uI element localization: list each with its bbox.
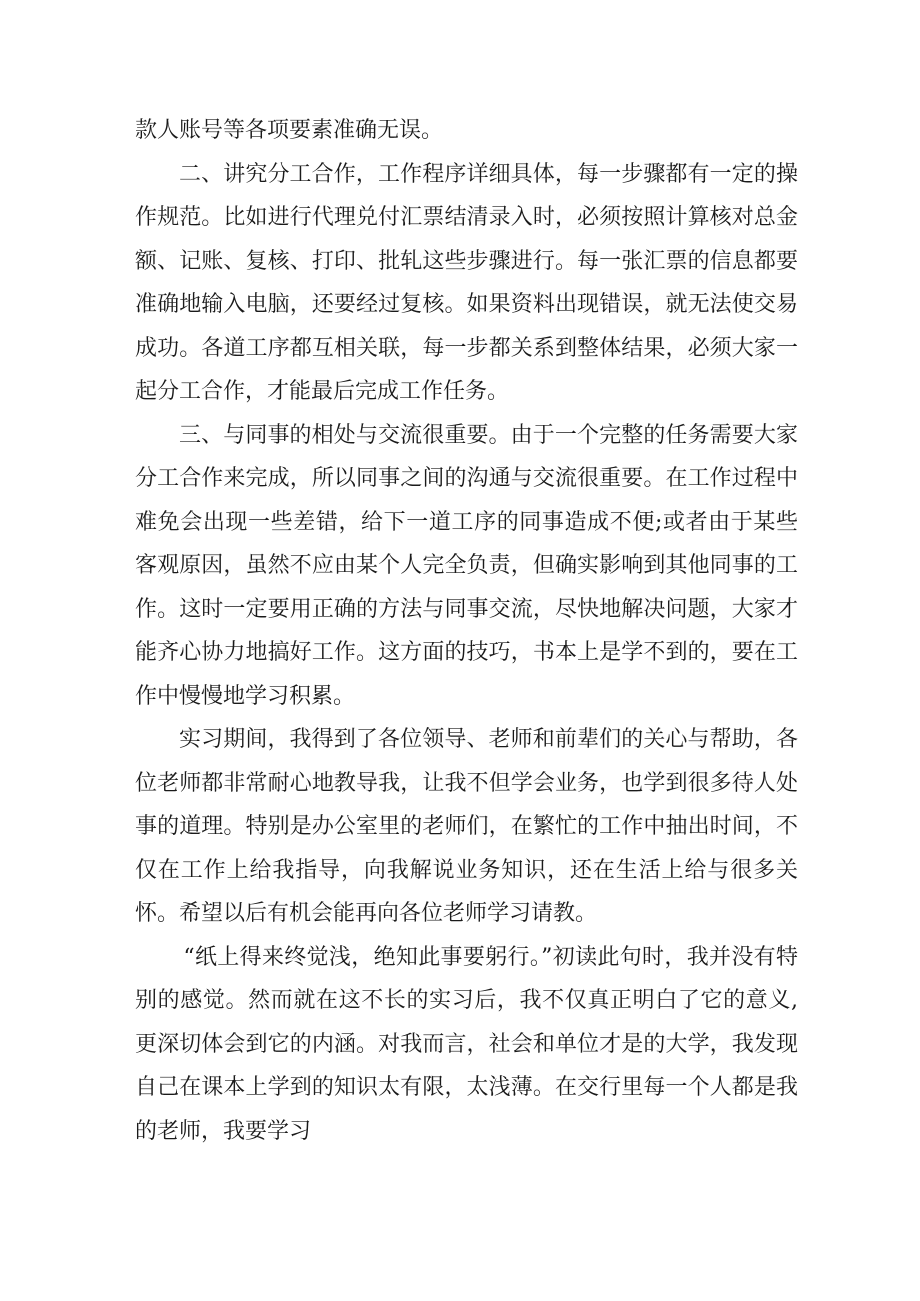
paragraph-internship-gratitude: 实习期间，我得到了各位领导、老师和前辈们的关心与帮助，各位老师都非常耐心地教导我，让我不但学会业务，也学到很多待人处事的道理。特别是办公室里的老师们，在繁忙的工作中抽出时间，不仅在工作上给我指导，向我解说业务知识，还在生活上给与很多关怀。希望以后有机会能再向各位老师学习请教。 [135, 727, 798, 926]
paragraph-quote-reflection: “纸上得来终觉浅，绝知此事要躬行。”初读此句时，我并没有特别的感觉。然而就在这不长的实习后，我不仅真正明白了它的意义,更深切体会到它的内涵。对我而言，社会和单位才是的大学，我发现自己在课本上学到的知识太有限，太浅薄。在交行里每一个人都是我的老师，我要学习 [135, 944, 798, 1144]
document-body [135, 109, 798, 1153]
paragraph-division-of-labor: 二、讲究分工合作，工作程序详细具体，每一步骤都有一定的操作规范。比如进行代理兑付汇票结清录入时，必须按照计算核对总金额、记账、复核、打印、批轧这些步骤进行。每一张汇票的信息都要准确地输入电脑，还要经过复核。如果资料出现错误，就无法使交易成功。各道工序都互相关联，每一步都关系到整体结果，必须大家一起分工合作，才能最后完成工作任务。 [135, 161, 798, 404]
paragraph-continuation: 款人账号等各项要素准确无误。 [135, 118, 444, 143]
paragraph-colleague-communication: 三、与同事的相处与交流很重要。由于一个完整的任务需要大家分工合作来完成，所以同事之间的沟通与交流很重要。在工作过程中难免会出现一些差错，给下一道工序的同事造成不便;或者由于某些客观原因，虽然不应由某个人完全负责，但确实影响到其他同事的工作。这时一定要用正确的方法与同事交流，尽快地解决问题，大家才能齐心协力地搞好工作。这方面的技巧，书本上是学不到的，要在工作中慢慢地学习积累。 [135, 422, 798, 709]
